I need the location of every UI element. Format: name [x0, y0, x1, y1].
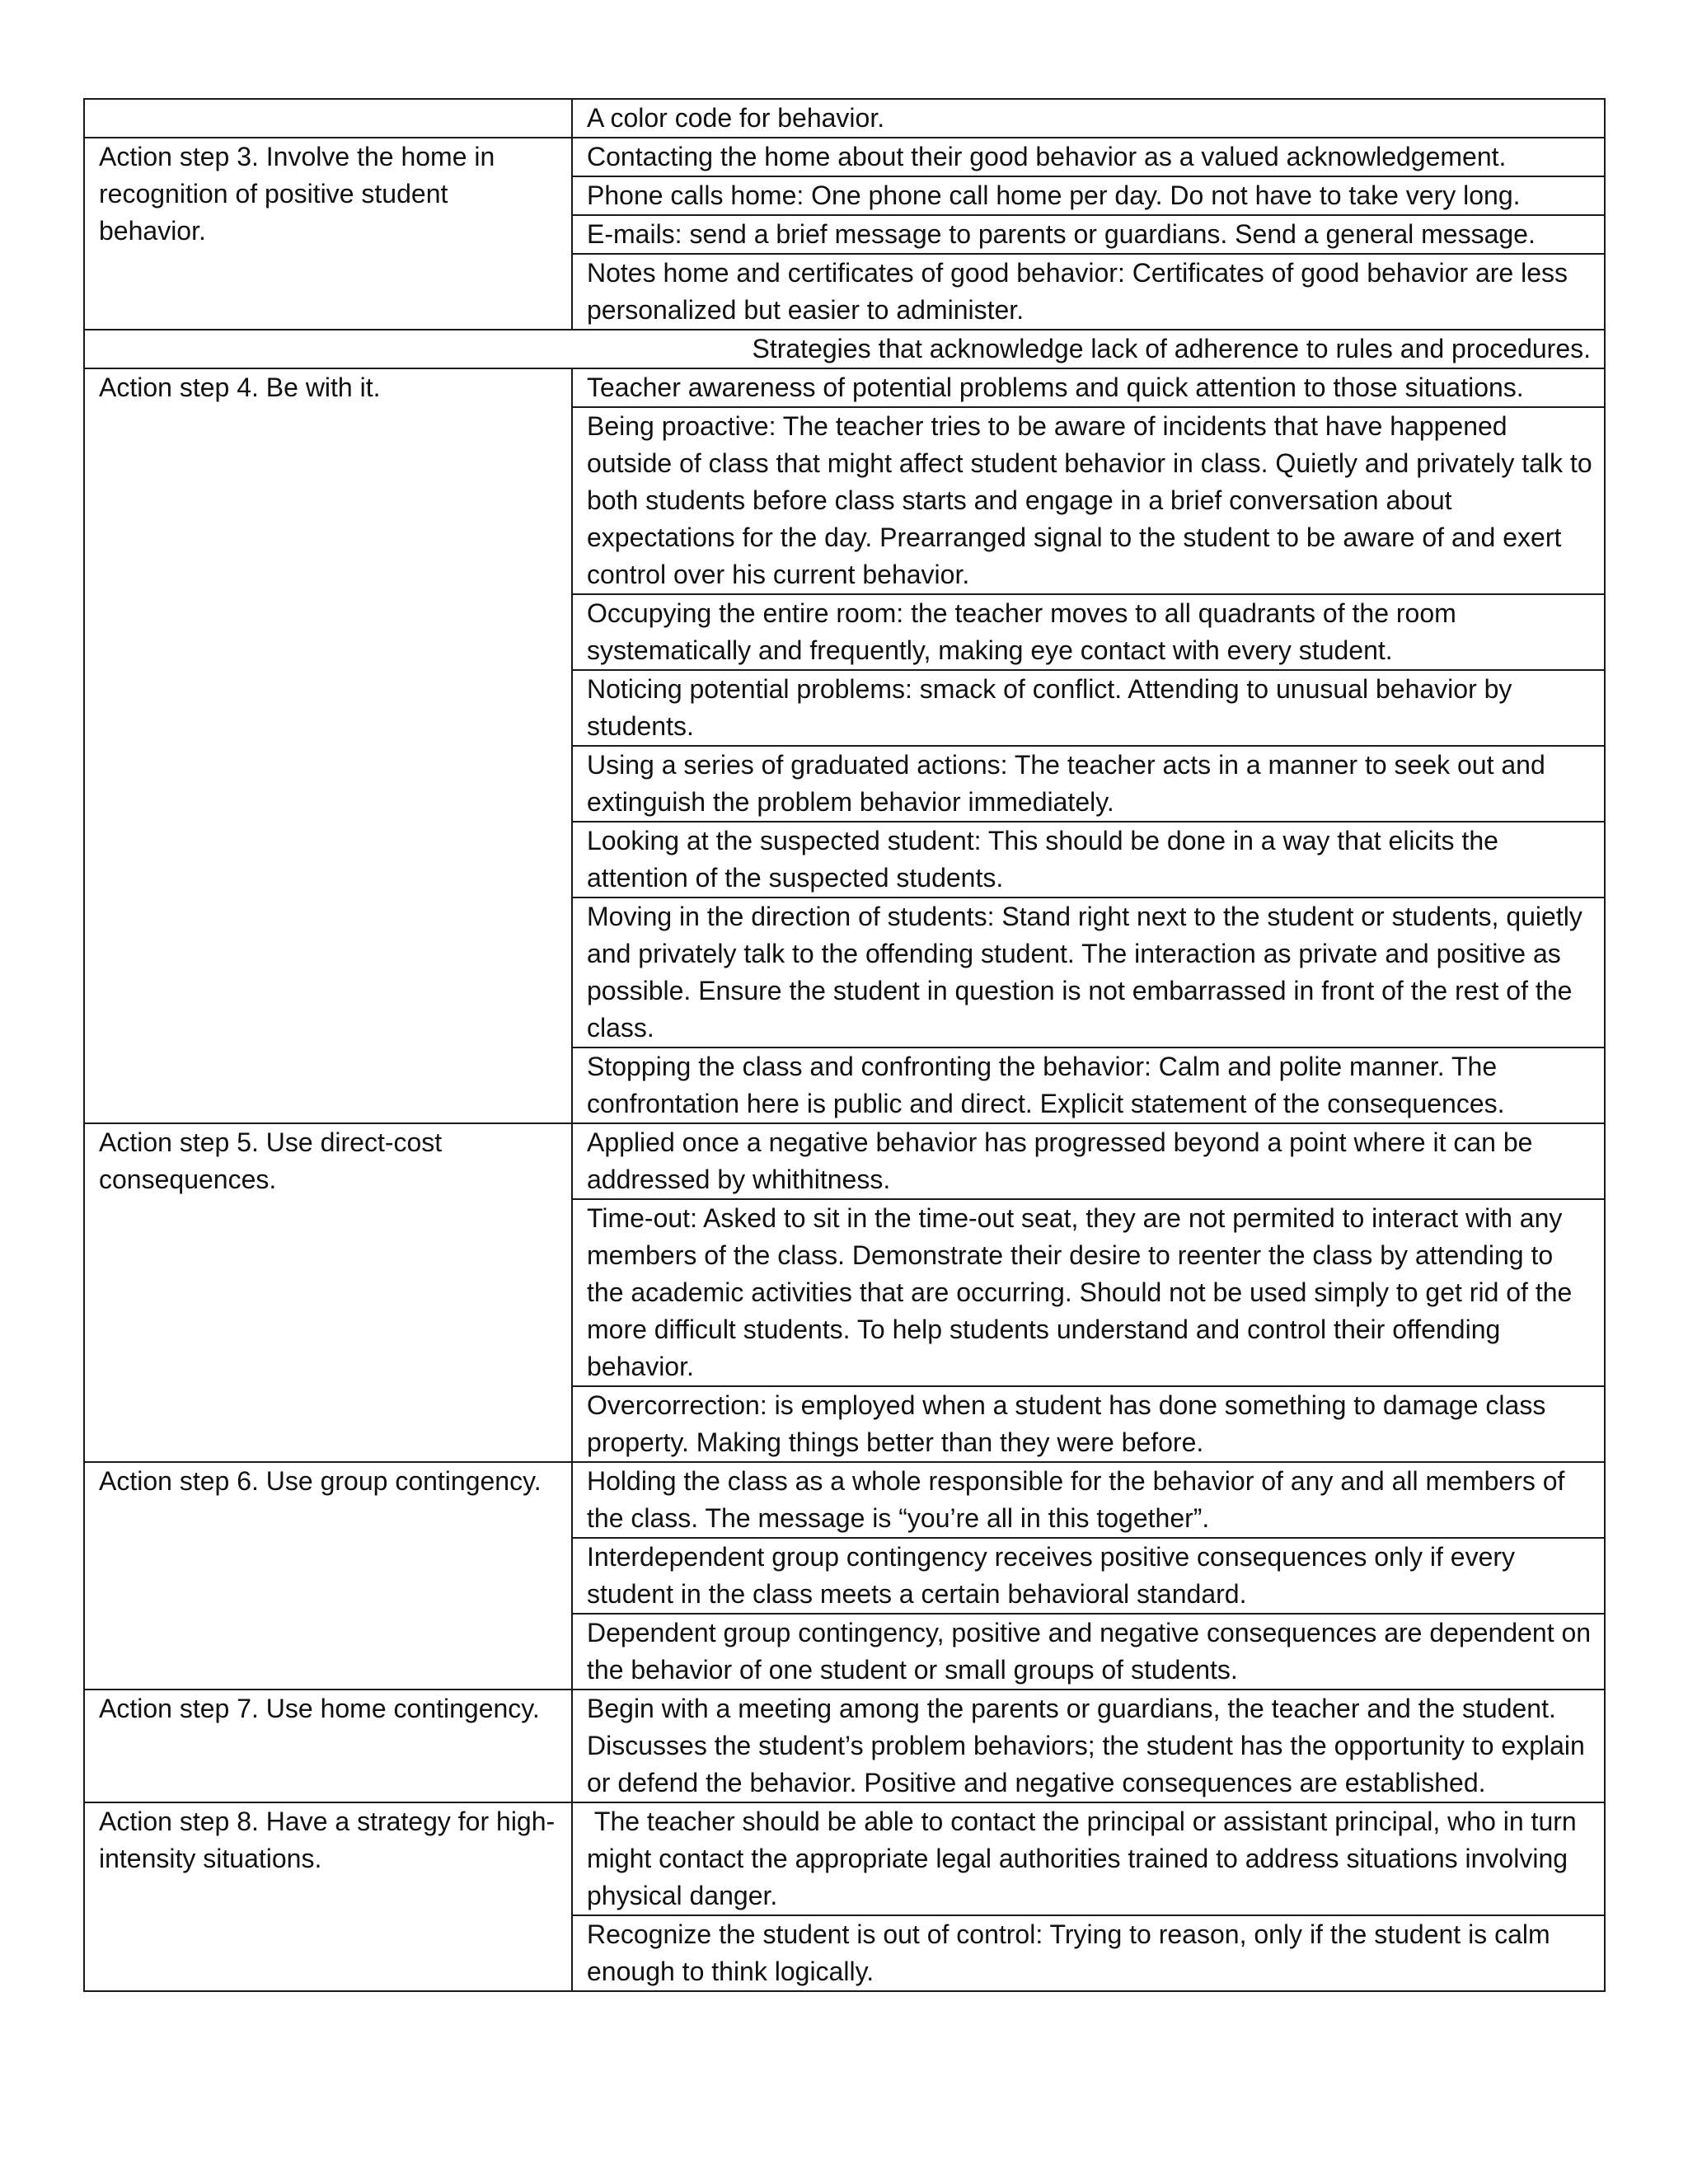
strategy-cell: [572, 407, 1605, 594]
strategy-table-body: [84, 99, 1605, 1991]
action-step-label: Action step 4. Be with it.: [99, 373, 381, 402]
strategy-text: Dependent group contingency, positive and negative consequences are dependent on the behavior of one student or small groups of students.: [587, 1618, 1592, 1685]
strategy-cell: [572, 138, 1605, 176]
strategy-cell: [572, 1538, 1605, 1614]
action-step-cell: [84, 138, 572, 330]
action-step-cell: [84, 99, 572, 138]
action-step-label: Action step 6. Use group contingency.: [99, 1466, 542, 1496]
strategy-text: Holding the class as a whole responsible for the behavior of any and all members of the class. The message is “you’re all in this together”.: [587, 1466, 1565, 1533]
strategy-cell: [572, 215, 1605, 254]
strategy-text: Stopping the class and confronting the behavior: Calm and polite manner. The confrontation here is public and direct. Explicit statement of the consequences.: [587, 1052, 1505, 1118]
action-step-label: Action step 8. Have a strategy for high-intensity situations.: [99, 1807, 556, 1873]
strategy-text: Recognize the student is out of control: Trying to reason, only if the student is calm enough to think logically.: [587, 1919, 1550, 1986]
strategy-cell: [572, 670, 1605, 746]
action-step-label: Action step 5. Use direct-cost consequences.: [99, 1127, 443, 1194]
strategy-text: Teacher awareness of potential problems and quick attention to those situations.: [587, 373, 1524, 402]
strategy-cell: [572, 1462, 1605, 1538]
strategy-cell: [572, 368, 1605, 407]
table-row: [84, 1462, 1605, 1538]
action-step-cell: [84, 1462, 572, 1690]
strategy-text: Being proactive: The teacher tries to be aware of incidents that have happened outside of class that might affect student behavior in class. Quietly and privately talk to both students before class starts and engage in a brief conversation about expectations for the day. Prearranged signal to the student to be aware of and exert control over his current behavior.: [587, 411, 1592, 589]
strategy-text: Begin with a meeting among the parents or guardians, the teacher and the student. Discusses the student’s problem behaviors; the student has the opportunity to explain or defend the behavior. Positive and negative consequences are established.: [587, 1694, 1585, 1797]
strategy-text: Occupying the entire room: the teacher moves to all quadrants of the room systematically and frequently, making eye contact with every student.: [587, 598, 1456, 665]
table-row: [84, 1690, 1605, 1802]
action-step-cell: [84, 368, 572, 1123]
table-row: [84, 330, 1605, 368]
strategy-cell: [572, 1199, 1605, 1386]
strategy-cell: [572, 1047, 1605, 1123]
strategy-cell: [572, 898, 1605, 1047]
strategy-cell: [572, 99, 1605, 138]
strategy-text: Time-out: Asked to sit in the time-out seat, they are not permited to interact with any members of the class. Demonstrate their desire to reenter the class by attending to the academic activities that are occurring. Should not be used simply to get rid of the more difficult students. To help students understand and control their offending behavior.: [587, 1203, 1573, 1381]
strategy-text: A color code for behavior.: [587, 103, 885, 133]
strategy-text: Contacting the home about their good behavior as a valued acknowledgement.: [587, 142, 1507, 171]
strategy-text: Moving in the direction of students: Stand right next to the student or students, quietly and privately talk to the offending student. The interaction as private and positive as possible. Ensure the student in question is not embarrassed in front of the rest of the class.: [587, 902, 1582, 1043]
strategy-cell: [572, 1386, 1605, 1462]
strategy-cell: [572, 176, 1605, 215]
action-step-cell: [84, 1802, 572, 1991]
strategy-text: Noticing potential problems: smack of conflict. Attending to unusual behavior by students.: [587, 674, 1512, 741]
strategy-text: The teacher should be able to contact the principal or assistant principal, who in turn might contact the appropriate legal authorities trained to address situations involving physical danger.: [587, 1807, 1584, 1910]
strategy-cell: [572, 1123, 1605, 1199]
strategy-text: E-mails: send a brief message to parents or guardians. Send a general message.: [587, 219, 1536, 249]
action-step-label: Action step 7. Use home contingency.: [99, 1694, 540, 1723]
strategy-text: Phone calls home: One phone call home per day. Do not have to take very long.: [587, 180, 1521, 210]
section-heading: Strategies that acknowledge lack of adherence to rules and procedures.: [752, 334, 1591, 363]
strategy-cell: [572, 1915, 1605, 1991]
strategy-text: Applied once a negative behavior has progressed beyond a point where it can be addressed by whithitness.: [587, 1127, 1533, 1194]
strategy-cell: [572, 1614, 1605, 1690]
strategy-text: Looking at the suspected student: This should be done in a way that elicits the attention of the suspected students.: [587, 826, 1498, 893]
strategy-text: Overcorrection: is employed when a student has done something to damage class property. Making things better than they were before.: [587, 1390, 1546, 1457]
table-row: [84, 368, 1605, 407]
strategy-text: Using a series of graduated actions: The teacher acts in a manner to seek out and extinguish the problem behavior immediately.: [587, 750, 1545, 817]
strategy-text: Notes home and certificates of good behavior: Certificates of good behavior are less personalized but easier to administer.: [587, 258, 1568, 325]
strategy-table: [83, 98, 1606, 1992]
table-row: [84, 1123, 1605, 1199]
strategy-cell: [572, 1690, 1605, 1802]
strategy-text: Interdependent group contingency receives positive consequences only if every student in the class meets a certain behavioral standard.: [587, 1542, 1516, 1609]
section-heading-cell: [84, 330, 1605, 368]
strategy-cell: [572, 254, 1605, 330]
table-row: [84, 138, 1605, 176]
strategy-cell: [572, 594, 1605, 670]
action-step-label: Action step 3. Involve the home in recognition of positive student behavior.: [99, 142, 495, 246]
strategy-cell: [572, 822, 1605, 898]
strategy-cell: [572, 1802, 1605, 1915]
table-row: [84, 1802, 1605, 1915]
action-step-cell: [84, 1690, 572, 1802]
action-step-cell: [84, 1123, 572, 1462]
strategy-cell: [572, 746, 1605, 822]
table-row: [84, 99, 1605, 138]
